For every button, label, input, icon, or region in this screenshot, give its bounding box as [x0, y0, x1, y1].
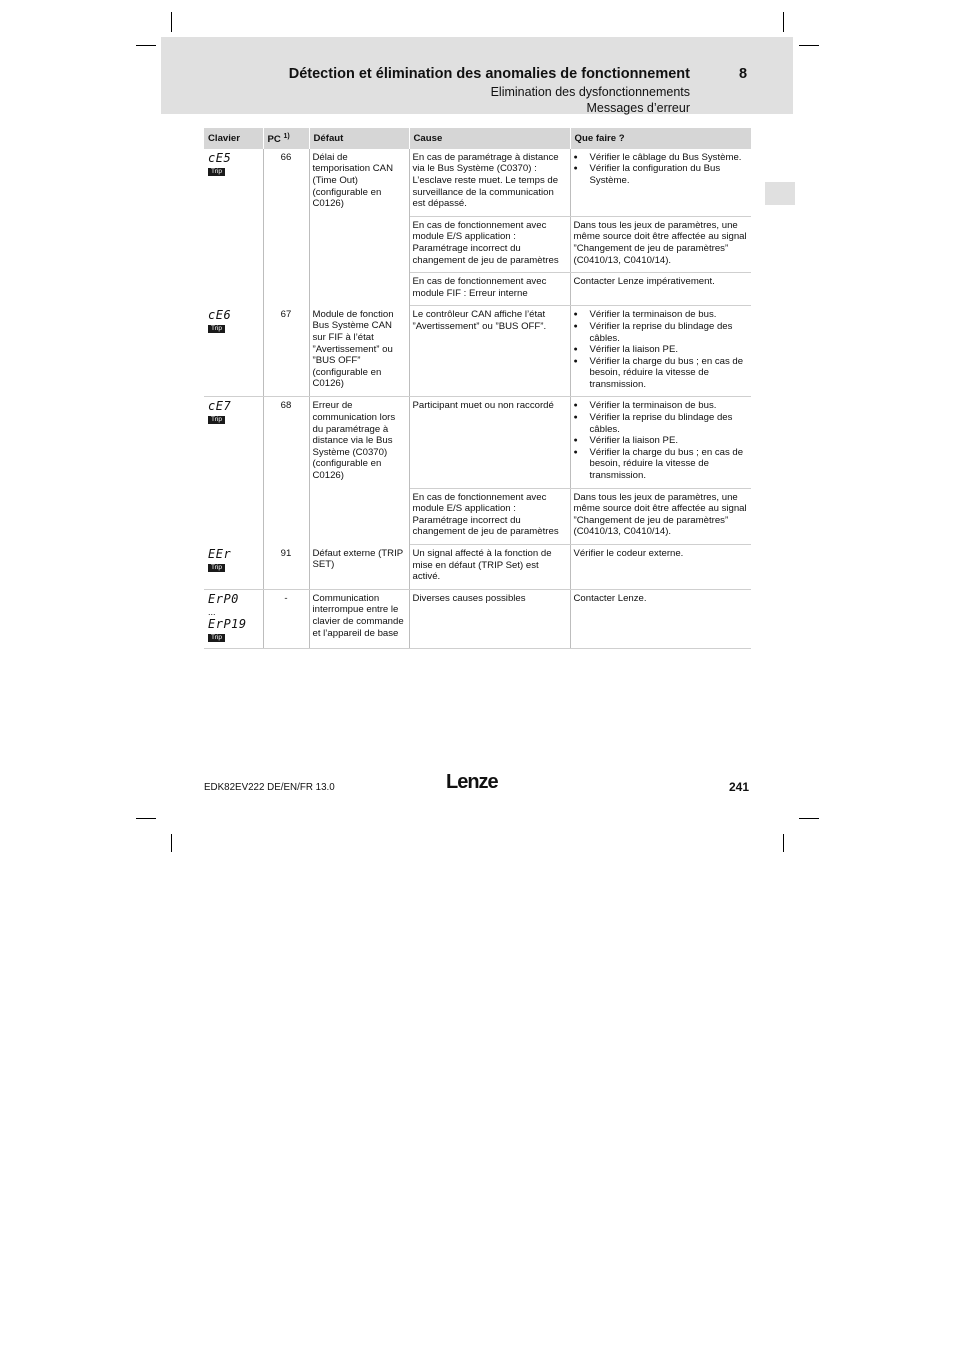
pc-code: -	[263, 589, 309, 649]
table-row	[204, 589, 751, 649]
table-row	[204, 397, 751, 488]
cause-cell: En cas de fonctionnement avec module E/S application : Paramétrage incorrect du changement de jeu de paramètres	[409, 488, 570, 544]
cause-cell: En cas de fonctionnement avec module FIF : Erreur interne	[409, 273, 570, 306]
crop-mark	[799, 818, 819, 819]
chapter-tab	[765, 182, 795, 205]
keypad-cell	[204, 397, 263, 545]
action-bullet: ● Vérifier la charge du bus ; en cas de besoin, réduire la vitesse de transmission.	[574, 447, 749, 482]
table-header-row	[204, 128, 751, 149]
document-id: EDK82EV222 DE/EN/FR 13.0	[204, 782, 335, 793]
trip-badge: Trip	[208, 564, 225, 572]
action-bullet: ● Vérifier la terminaison de bus.	[574, 400, 749, 412]
header-action: Que faire ?	[570, 128, 751, 149]
fault-description: Communication interrompue entre le clavier de commande et l’appareil de base	[309, 589, 409, 649]
page-number: 241	[729, 780, 750, 794]
error-code: ErP19	[208, 616, 247, 631]
action-cell	[570, 306, 751, 397]
action-bullet: ● Vérifier la reprise du blindage des câbles.	[574, 412, 749, 435]
crop-mark	[136, 45, 156, 46]
action-cell: Vérifier le codeur externe.	[570, 545, 751, 590]
cause-cell: Participant muet ou non raccordé	[409, 397, 570, 488]
action-bullet: ● Vérifier la liaison PE.	[574, 344, 749, 356]
trip-badge: Trip	[208, 634, 225, 642]
cause-cell: Un signal affecté à la fonction de mise en défaut (TRIP Set) est activé.	[409, 545, 570, 590]
action-cell: Dans tous les jeux de paramètres, une même source doit être affectée au signal ”Changement de jeu de paramètres” (C0410/13, C0410/14).	[570, 216, 751, 272]
fault-description: Erreur de communication lors du paramétrage à distance via le Bus Système (C0370) (configurable en C0126)	[309, 397, 409, 545]
crop-mark	[799, 45, 819, 46]
action-bullet: ● Vérifier la charge du bus ; en cas de besoin, réduire la vitesse de transmission.	[574, 356, 749, 391]
crop-mark	[783, 834, 784, 852]
pc-code: 68	[263, 397, 309, 545]
action-cell: Contacter Lenze.	[570, 589, 751, 649]
chapter-number: 8	[739, 66, 748, 82]
trip-badge: Trip	[208, 168, 225, 176]
action-cell	[570, 149, 751, 216]
header-defaut: Défaut	[309, 128, 409, 149]
error-code: cE5	[208, 150, 232, 165]
trip-badge: Trip	[208, 325, 225, 333]
pc-code: 91	[263, 545, 309, 590]
action-bullet: ● Vérifier la terminaison de bus.	[574, 309, 749, 321]
error-code: EEr	[208, 546, 232, 561]
crop-mark	[171, 834, 172, 852]
cause-cell: Diverses causes possibles	[409, 589, 570, 649]
pc-code: 67	[263, 306, 309, 397]
error-code: cE7	[208, 399, 232, 414]
pc-code: 66	[263, 149, 309, 306]
page-title: Détection et élimination des anomalies de fonctionnement	[288, 66, 690, 82]
action-bullet: ● Vérifier le câblage du Bus Système.	[574, 152, 749, 164]
header-pc	[263, 128, 309, 149]
cause-cell: En cas de paramétrage à distance via le Bus Système (C0370) : L’esclave reste muet. Le temps de surveillance de la communication est dépassé.	[409, 149, 570, 216]
cause-cell: Le contrôleur CAN affiche l’état ”Avertissement” ou ”BUS OFF”.	[409, 306, 570, 397]
error-code: ErP0	[208, 591, 239, 606]
range-ellipsis: ...	[208, 606, 216, 617]
crop-mark	[783, 12, 784, 32]
keypad-cell	[204, 149, 263, 306]
crop-mark	[136, 818, 156, 819]
action-cell	[570, 397, 751, 488]
error-table	[204, 128, 752, 649]
action-cell: Contacter Lenze impérativement.	[570, 273, 751, 306]
trip-badge: Trip	[208, 416, 225, 424]
header-pc-label: PC	[267, 134, 281, 146]
header-cause: Cause	[409, 128, 570, 149]
fault-description: Délai de temporisation CAN (Time Out) (configurable en C0126)	[309, 149, 409, 306]
fault-description: Module de fonction Bus Système CAN sur FIF à l’état ”Avertissement” ou ”BUS OFF” (configurable en C0126)	[309, 306, 409, 397]
table-row	[204, 306, 751, 397]
table-row	[204, 149, 751, 216]
lenze-logo: Lenze	[446, 771, 498, 793]
action-bullet: ● Vérifier la reprise du blindage des câbles.	[574, 321, 749, 344]
table-row	[204, 545, 751, 590]
header-clavier: Clavier	[204, 128, 263, 149]
keypad-cell	[204, 589, 263, 649]
keypad-cell	[204, 545, 263, 590]
section-subtitle: Messages d’erreur	[586, 101, 690, 115]
crop-mark	[171, 12, 172, 32]
error-code: cE6	[208, 307, 232, 322]
section-subtitle: Elimination des dysfonctionnements	[490, 85, 690, 99]
action-bullet: ● Vérifier la configuration du Bus Système.	[574, 163, 749, 186]
keypad-cell	[204, 306, 263, 397]
action-cell: Dans tous les jeux de paramètres, une même source doit être affectée au signal ”Changement de jeu de paramètres” (C0410/13, C0410/14).	[570, 488, 751, 544]
header-pc-footnote: 1)	[283, 133, 290, 140]
cause-cell: En cas de fonctionnement avec module E/S application : Paramétrage incorrect du changement de jeu de paramètres	[409, 216, 570, 272]
fault-description: Défaut externe (TRIP SET)	[309, 545, 409, 590]
action-bullet: ● Vérifier la liaison PE.	[574, 435, 749, 447]
